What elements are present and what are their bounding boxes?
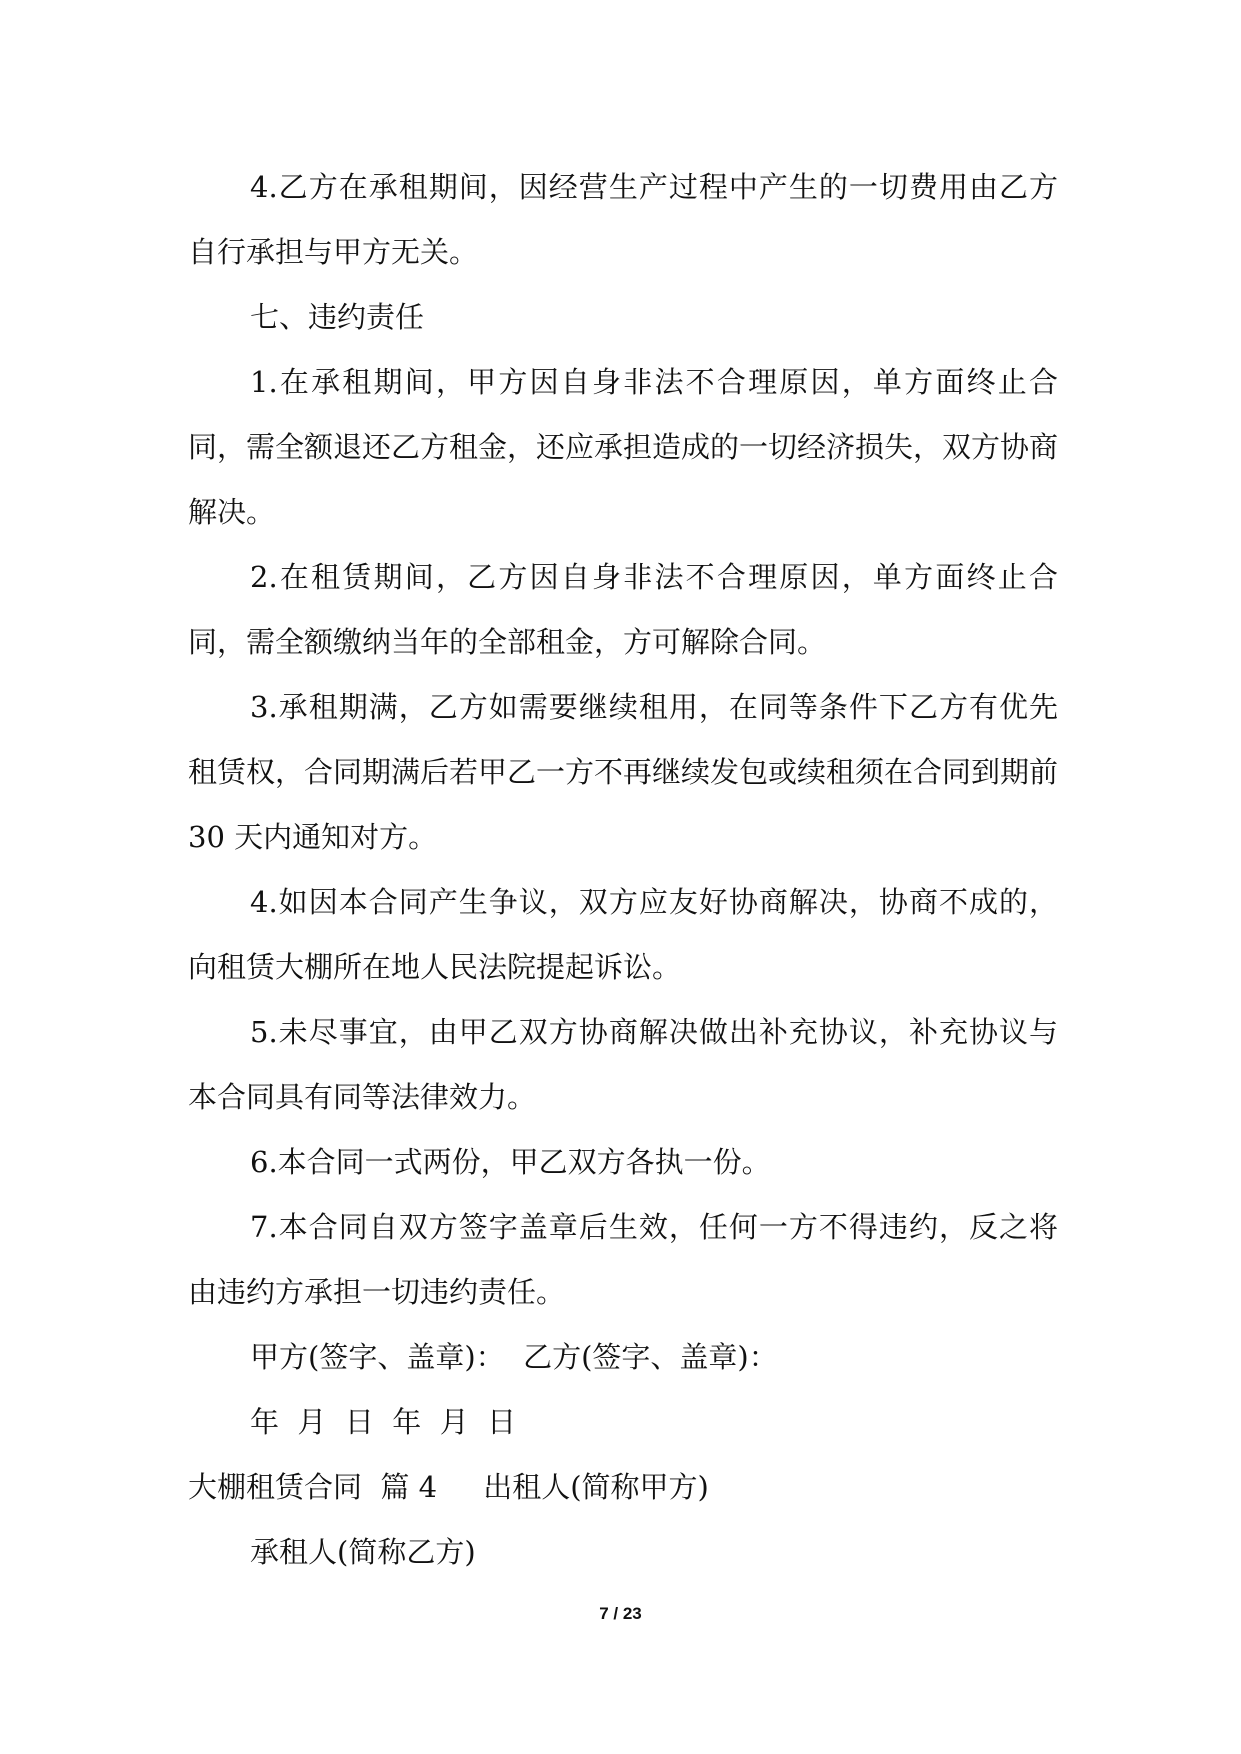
paragraph-breach-6: 6.本合同一式两份，甲乙双方各执一份。 xyxy=(250,1145,771,1179)
section-heading-breach: 七、违约责任 xyxy=(250,300,425,334)
paragraph-breach-7: 7.本合同自双方签字盖章后生效，任何一方不得违约，反之将由违约方承担一切违约责任。 xyxy=(188,1210,1058,1309)
signature-date-line: 年 月 日 年 月 日 xyxy=(250,1405,517,1439)
paragraph-breach-4: 4.如因本合同产生争议，双方应友好协商解决，协商不成的，向租赁大棚所在地人民法院提起诉讼。 xyxy=(188,885,1058,984)
next-contract-title: 大棚租赁合同 篇 4 xyxy=(188,1470,438,1504)
document-body xyxy=(188,155,1058,1585)
signature-line xyxy=(188,1325,1058,1390)
lessee-label: 承租人(简称乙方) xyxy=(250,1535,476,1569)
paragraph-breach-5: 5.未尽事宜，由甲乙双方协商解决做出补充协议，补充协议与本合同具有同等法律效力。 xyxy=(188,1015,1058,1114)
party-a-signature: 甲方(签字、盖章)： xyxy=(250,1340,505,1374)
page-number: 7 / 23 xyxy=(599,1604,642,1623)
next-contract-heading-line xyxy=(188,1455,1058,1520)
paragraph-breach-2: 2.在租赁期间，乙方因自身非法不合理原因，单方面终止合同，需全额缴纳当年的全部租金，方可解除合同。 xyxy=(188,560,1058,659)
paragraph-breach-1: 1.在承租期间，甲方因自身非法不合理原因，单方面终止合同，需全额退还乙方租金，还应承担造成的一切经济损失，双方协商解决。 xyxy=(188,365,1059,529)
party-b-signature: 乙方(签字、盖章)： xyxy=(523,1340,778,1374)
paragraph-breach-3: 3.承租期满，乙方如需要继续租用，在同等条件下乙方有优先租赁权，合同期满后若甲乙一方不再继续发包或续租须在合同到期前 30 天内通知对方。 xyxy=(188,690,1059,854)
paragraph-fees: 4.乙方在承租期间，因经营生产过程中产生的一切费用由乙方自行承担与甲方无关。 xyxy=(188,170,1058,269)
lessor-label: 出租人(简称甲方) xyxy=(483,1470,709,1504)
